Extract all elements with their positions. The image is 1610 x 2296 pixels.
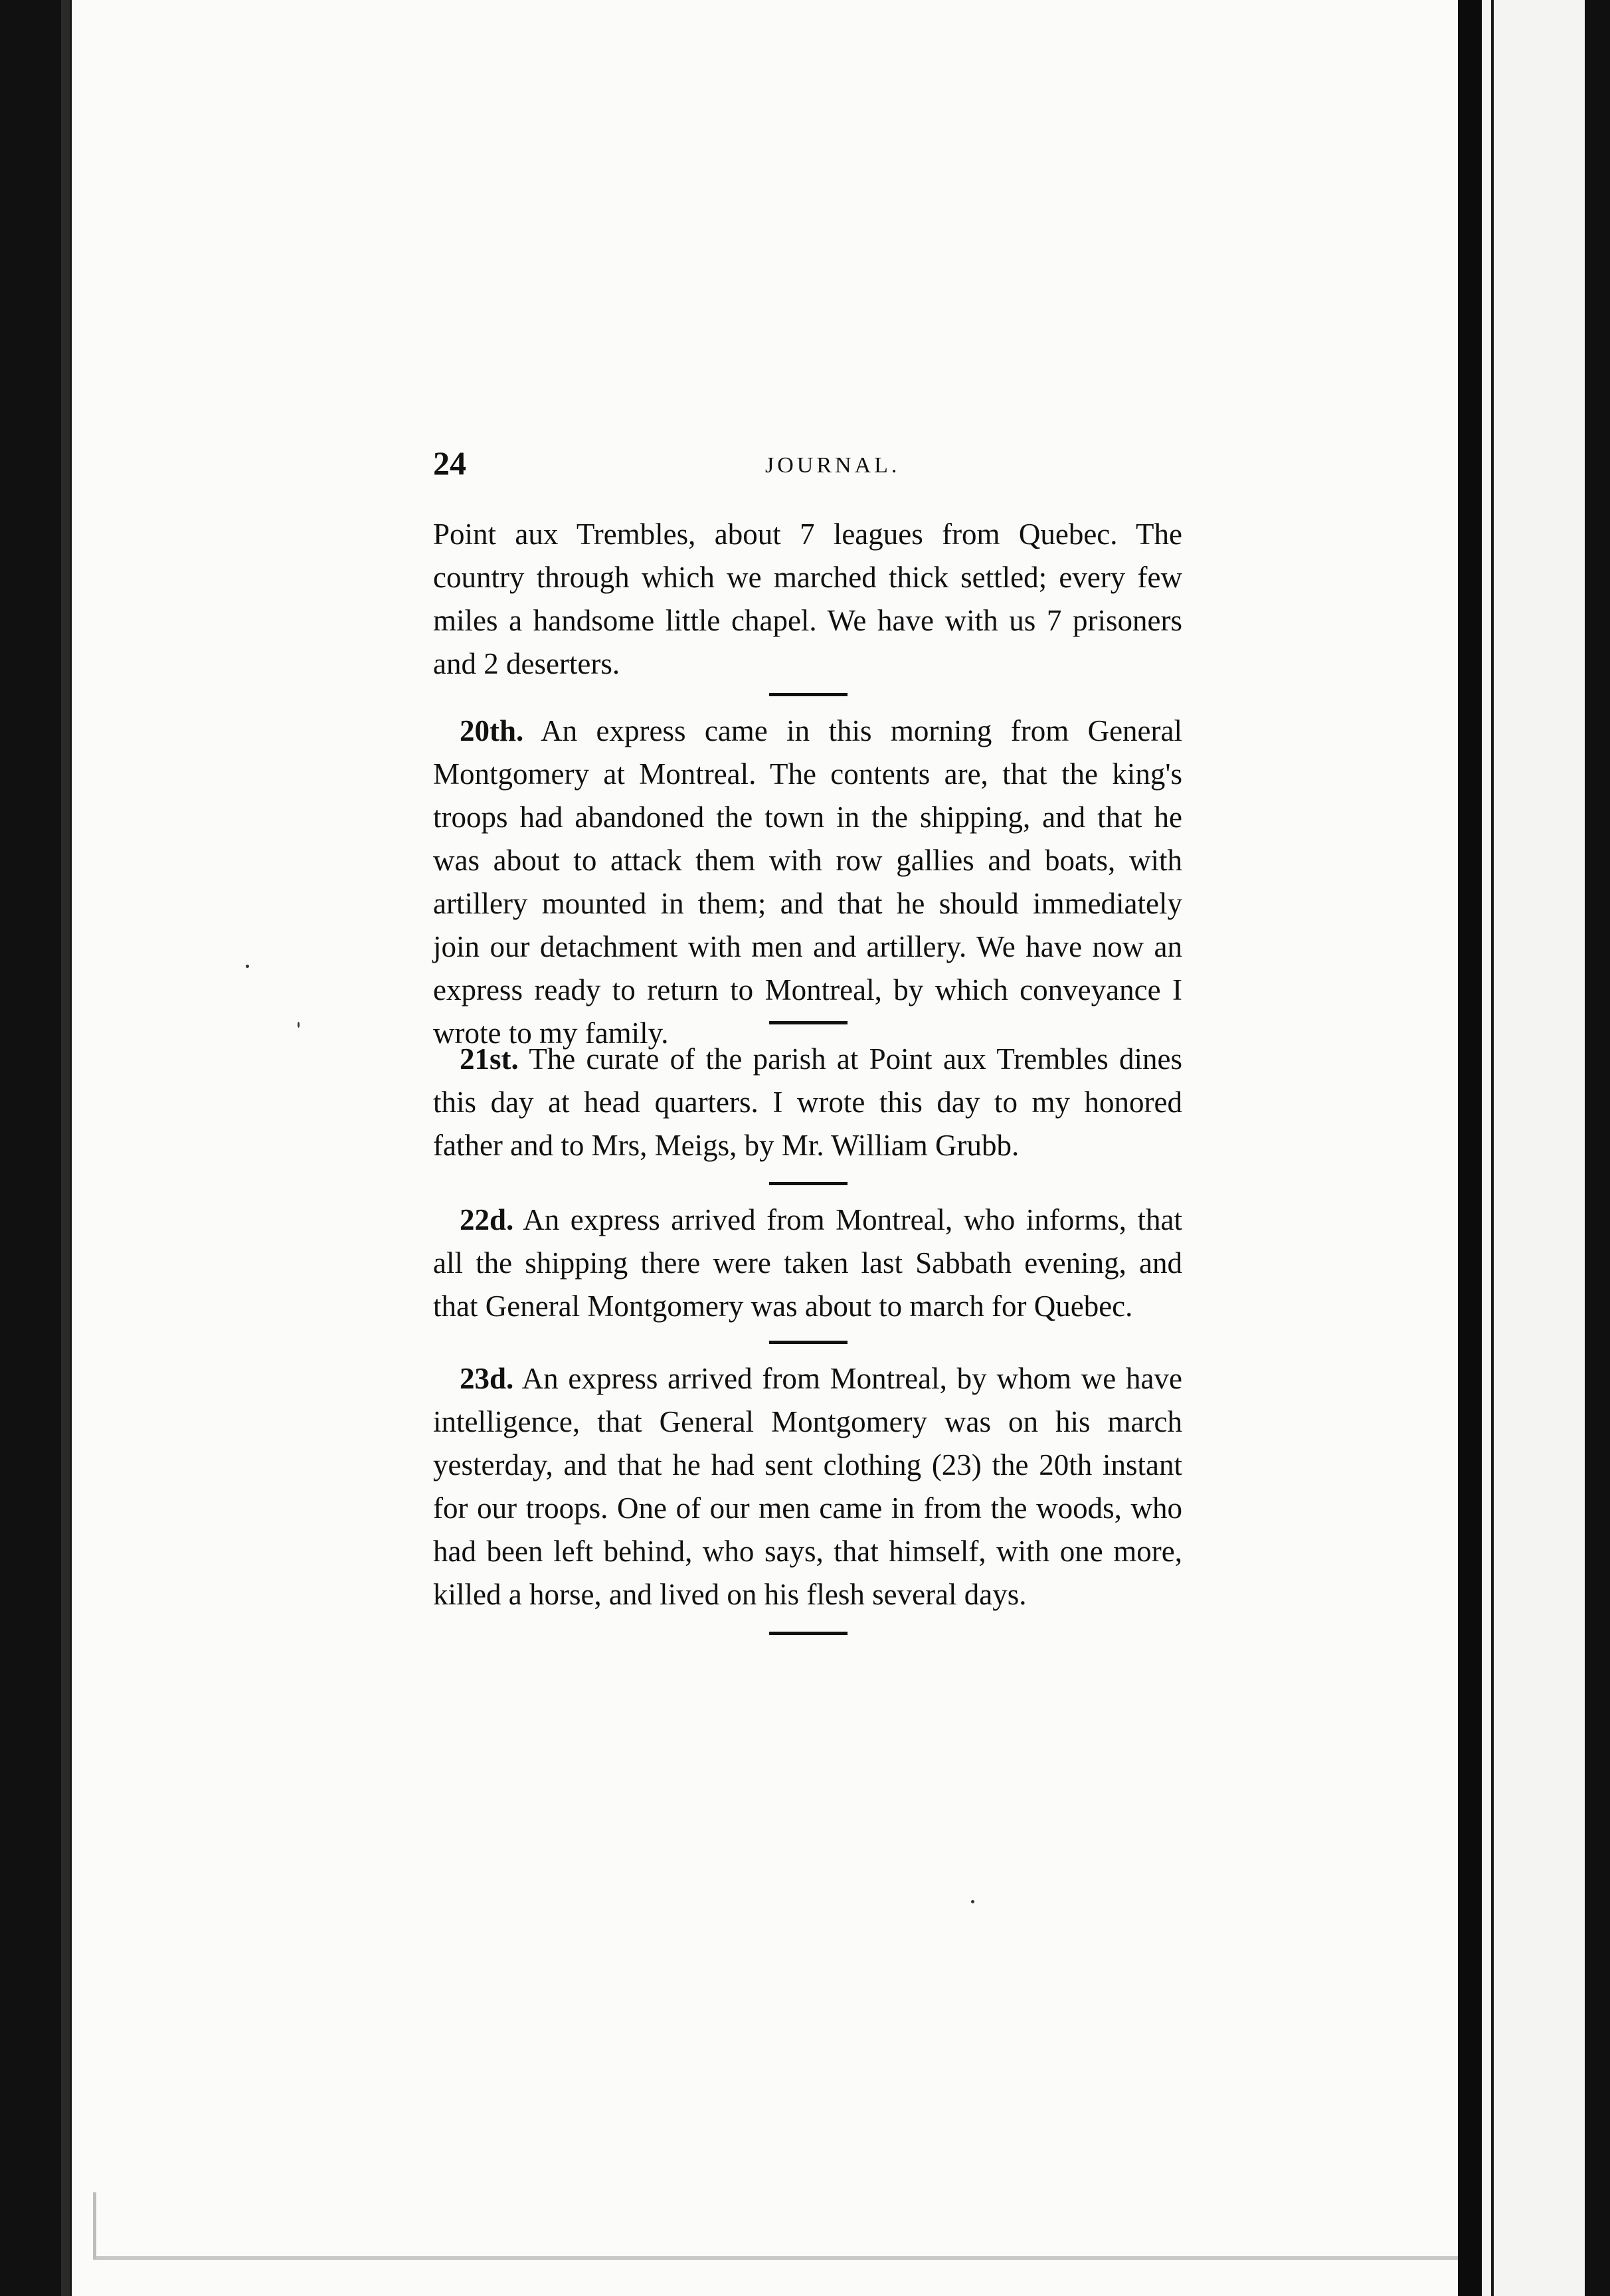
entry-text: An express arrived from Montreal, by whom we have intelligence, that General Montgomery was on his march yesterday, and that he had sent clothing (23) the 20th instant for our troops. One of our men came in from the woods, who had been left behind, who says, that himself, with one more, killed a horse, and lived on his flesh several days. [433, 1362, 1182, 1611]
journal-entry [433, 1198, 1182, 1328]
scan-speck [246, 965, 249, 968]
scan-right-edge [1585, 0, 1610, 2296]
adjacent-page-edge [1491, 0, 1494, 2296]
entry-date: 20th. [460, 714, 524, 747]
journal-entry [433, 1038, 1182, 1167]
journal-entry [433, 710, 1182, 1055]
running-title: JOURNAL. [765, 453, 901, 478]
journal-entry [433, 1357, 1182, 1616]
page-bottom-edge [93, 2256, 1458, 2260]
scan-left-border-shadow [61, 0, 70, 2296]
section-rule [769, 1341, 848, 1344]
scan-right-border [1458, 0, 1482, 2296]
entry-date: 21st. [460, 1042, 519, 1076]
entry-date: 22d. [460, 1203, 514, 1236]
entry-text: The curate of the parish at Point aux Trembles dines this day at head quarters. I wrote this day to my honored father and to Mrs, Meigs, by Mr. William Grubb. [433, 1042, 1183, 1162]
scan-speck [298, 1022, 300, 1028]
entry-date: 23d. [460, 1362, 514, 1395]
entry-text: An express arrived from Montreal, who informs, that all the shipping there were taken last Sabbath evening, and that General Montgomery was about to march for Quebec. [433, 1203, 1182, 1323]
running-header [433, 444, 1182, 490]
adjacent-page-sliver [1482, 0, 1585, 2296]
section-rule [769, 1632, 848, 1635]
page-number: 24 [433, 444, 466, 482]
section-rule [769, 1182, 848, 1185]
scan-speck [971, 1900, 974, 1903]
section-rule [769, 693, 848, 696]
opening-paragraph: Point aux Trembles, about 7 leagues from Quebec. The country through which we marched thick settled; every few miles a handsome little chapel. We have with us 7 prisoners and 2 deserters. [433, 518, 1182, 680]
page-bottom-corner [93, 2192, 96, 2259]
section-rule [769, 1021, 848, 1024]
entry-text: An express came in this morning from General Montgomery at Montreal. The contents are, that the king's troops had abandoned the town in the shipping, and that he was about to attack them with row gallies and boats, with artillery mounted in them; and that he should immediately join our detachment with men and artillery. We have now an express ready to return to Montreal, by which conveyance I wrote to my family. [433, 714, 1182, 1050]
